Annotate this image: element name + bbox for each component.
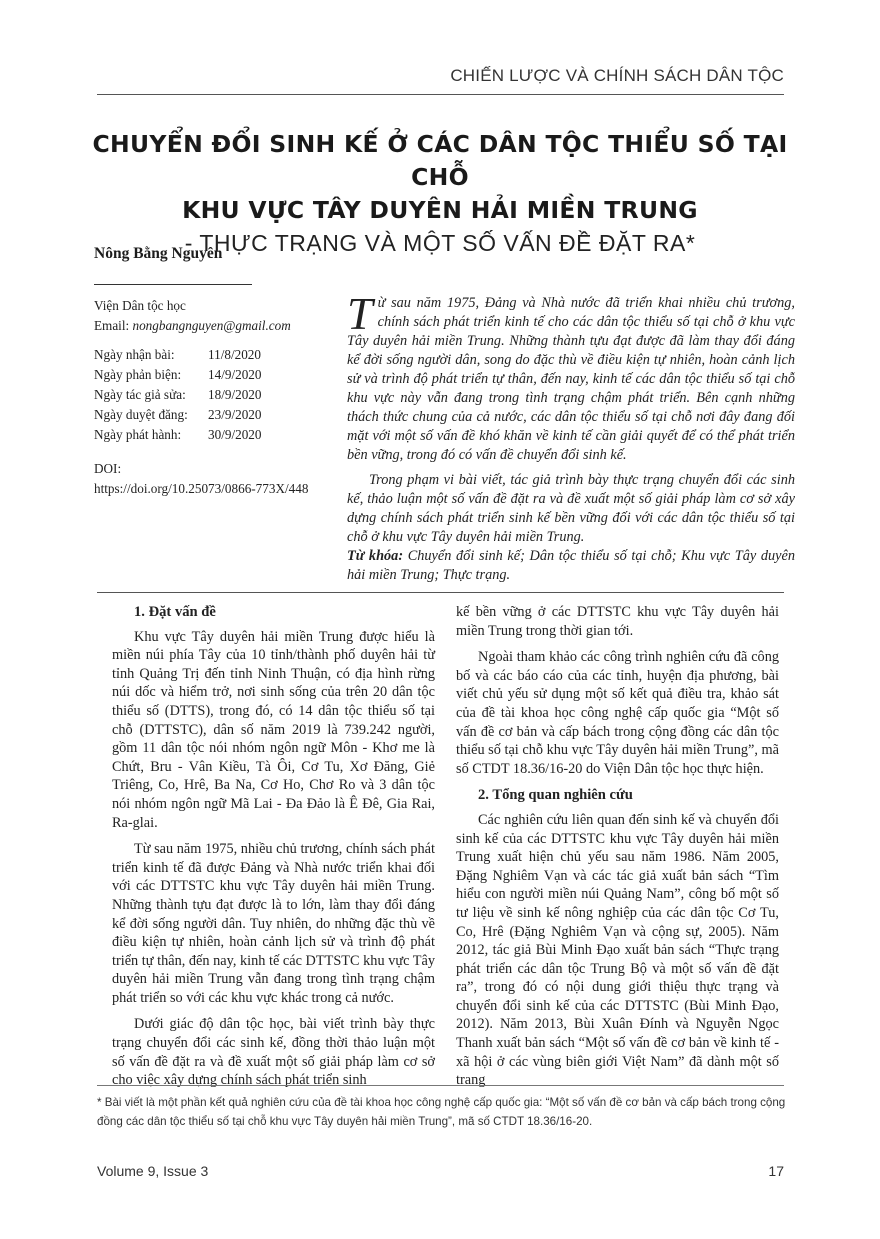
date-row [94, 365, 344, 385]
abstract-paragraph-1 [347, 288, 795, 465]
date-list [94, 345, 344, 445]
author-name: Nông Bằng Nguyên [94, 245, 223, 262]
date-row [94, 345, 344, 365]
date-label: Ngày phát hành: [94, 427, 182, 442]
date-row [94, 385, 344, 405]
body-column-left [112, 603, 435, 1098]
date-label: Ngày nhận bài: [94, 347, 175, 362]
abstract [347, 288, 795, 585]
body-paragraph: Ngoài tham khảo các công trình nghiên cứu đã công bố và các báo cáo của các tỉnh, huyện địa phương, bài viết chủ yếu sử dụng một số kết quả điều tra, khảo sát của đề tài khoa học công nghệ cấp quốc gia “Một số vấn đề cơ bản và cấp bách trong cộng đồng các dân tộc thiểu số tại chỗ khu vực Tây duyên hải miền Trung”, mã số CTDT 18.36/16-20 do Viện Dân tộc học thực hiện. [456, 649, 779, 777]
body-paragraph: Từ sau năm 1975, nhiều chủ trương, chính sách phát triển kinh tế đã được Đảng và Nhà nước triển khai đối với các DTTSTC khu vực Tây duyên hải miền Trung. Những thành tựu đạt được là to lớn, làm thay đổi đáng kể đời sống người dân. Tuy nhiên, do những đặc thù về điều kiện tự nhiên, hoàn cảnh lịch sử và trình độ phát triển tự thân, đến nay, kinh tế các DTTSTC khu vực Tây duyên hải miền Trung vẫn đang trong tình trạng chậm phát triển so với các khu vực khác trong cả nước. [112, 841, 435, 1006]
title-subtitle: - THỰC TRẠNG VÀ MỘT SỐ VẤN ĐỀ ĐẶT RA* [184, 230, 696, 256]
abstract-text-1: ừ sau năm 1975, Đảng và Nhà nước đã triển khai nhiều chủ trương, chính sách phát triển kinh tế cho các dân tộc thiểu số tại chỗ ở khu vực Tây duyên hải miền Trung. Những thành tựu đạt được đã làm thay đổi đáng kể đời sống người dân, song do đặc thù về điều kiện tự nhiên, hoàn cảnh lịch sử và trình độ phát triển tự thân, đến nay, kinh tế các dân tộc thiểu số tại chỗ khu vực này vẫn đang trong tình trạng chậm phát triển. Bên cạnh những thách thức chung của cả nước, các dân tộc thiểu số tại chỗ nơi đây đang đối mặt với một số vấn đề khó khăn về kinh tế cần giải quyết để có thể phát triển bền vững, trong đó có vấn đề chuyển đổi sinh kế. [347, 295, 795, 463]
email-label: Email: [94, 318, 133, 333]
date-label: Ngày phản biện: [94, 367, 182, 382]
email-line [94, 316, 344, 336]
body-paragraph: Các nghiên cứu liên quan đến sinh kế và chuyển đổi sinh kế của các DTTSTC khu vực Tây duyên hải miền Trung xuất hiện chủ yếu sau năm 1986. Năm 2005, Đặng Nghiêm Vạn và các tác giả xuất bản sách “Tìm hiểu con người miền núi Quảng Nam”, công bố một số tư liệu về sinh kế nông nghiệp của các dân tộc Cơ Tu, Co, Hrê (Đặng Nghiêm Vạn và cộng sự, 2005). Năm 2012, tác giả Bùi Minh Đạo xuất bản sách “Thực trạng phát triển các dân tộc Trung Bộ và một số vấn đề đặt ra”, trong đó có nội dung giới thiệu thực trạng và chuyển đổi sinh kế của các DTTSTC (Bùi Minh Đạo, 2012). Năm 2013, Bùi Xuân Đính và Nguyễn Ngọc Thanh xuất bản sách “Một số vấn đề cơ bản về kinh tế - xã hội ở các vùng biên giới Việt Nam” đã dành một số trang [456, 811, 779, 1089]
article-title [60, 128, 820, 260]
title-line-2: KHU VỰC TÂY DUYÊN HẢI MIỀN TRUNG [182, 196, 698, 224]
section-divider [97, 592, 784, 593]
body-paragraph: Khu vực Tây duyên hải miền Trung được hiểu là miền núi phía Tây của 10 tỉnh/thành phố duyên hải từ tỉnh Quảng Trị đến tỉnh Ninh Thuận, có địa hình rừng núi dốc và hiểm trở, nơi sinh sống của trên 20 dân tộc thiểu số (DTTS), trong đó, có 14 dân tộc thiểu số tại chỗ (DTTSTC), dân số năm 2019 là 739.242 người, gồm 11 dân tộc nói nhóm ngôn ngữ Môn - Khơ me là Chứt, Bru - Vân Kiều, Tà Ôi, Cơ Tu, Xơ Đăng, Giẻ Triêng, Co, Hrê, Ba Na, Cơ Ho, Chơ Ro và 3 dân tộc nói nhóm ngôn ngữ Mã Lai - Đa Đảo là Ê Đê, Gia Rai, Ra-glai. [112, 628, 435, 831]
running-header [97, 62, 784, 95]
doi-label: DOI: [94, 461, 122, 476]
date-value: 14/9/2020 [208, 367, 262, 382]
article-meta [94, 296, 344, 499]
footnote: * Bài viết là một phần kết quả nghiên cứu của đề tài khoa học công nghệ cấp quốc gia: “Một số vấn đề cơ bản và cấp bách trong cộng đồng các dân tộc thiểu số tại chỗ khu vực Tây duyên hải miền Trung”, mã số CTDT 18.36/16-20. [97, 1096, 786, 1128]
date-row [94, 425, 344, 445]
keywords-text: Chuyển đổi sinh kế; Dân tộc thiểu số tại chỗ; Khu vực Tây duyên hải miền Trung; Thực trạng. [347, 548, 795, 583]
email-address[interactable]: nongbangnguyen@gmail.com [132, 318, 291, 333]
footnote-divider [97, 1085, 784, 1086]
volume-issue: Volume 9, Issue 3 [97, 1163, 209, 1179]
doi-link[interactable]: https://doi.org/10.25073/0866-773X/448 [94, 481, 309, 496]
affiliation: Viện Dân tộc học [94, 298, 186, 313]
page-number: 17 [768, 1163, 784, 1179]
date-label: Ngày duyệt đăng: [94, 407, 188, 422]
section-heading: 1. Đặt vấn đề [134, 604, 216, 620]
section-heading: 2. Tổng quan nghiên cứu [478, 787, 633, 804]
keywords [347, 547, 795, 585]
date-value: 11/8/2020 [208, 347, 261, 362]
title-line-1: CHUYỂN ĐỔI SINH KẾ Ở CÁC DÂN TỘC THIỂU SỐ TẠI CHỖ [92, 130, 788, 191]
author-divider [94, 284, 252, 285]
body-column-right [456, 603, 779, 1098]
body-paragraph: kế bền vững ở các DTTSTC khu vực Tây duyên hải miền Trung trong thời gian tới. [456, 604, 779, 639]
section-title: CHIẾN LƯỢC VÀ CHÍNH SÁCH DÂN TỘC [450, 66, 784, 85]
date-label: Ngày tác giả sửa: [94, 387, 186, 402]
date-value: 30/9/2020 [208, 427, 262, 442]
body-paragraph: Dưới giác độ dân tộc học, bài viết trình bày thực trạng chuyển đổi các sinh kế, đồng thời thảo luận một số vấn đề đặt ra và đề xuất một số giải pháp làm cơ sở cho việc xây dựng chính sách phát triển sinh [112, 1016, 435, 1089]
date-row [94, 405, 344, 425]
drop-cap: T [347, 288, 373, 339]
date-value: 23/9/2020 [208, 407, 262, 422]
keywords-label: Từ khóa: [347, 548, 404, 564]
date-value: 18/9/2020 [208, 387, 262, 402]
abstract-paragraph-2: Trong phạm vi bài viết, tác giả trình bày thực trạng chuyển đổi các sinh kế, thảo luận một số vấn đề đặt ra và đề xuất một số giải pháp làm cơ sở xây dựng chính sách phát triển sinh kế bền vững đối với các dân tộc thiểu số tại chỗ ở khu vực Tây duyên hải miền Trung. [347, 472, 795, 545]
